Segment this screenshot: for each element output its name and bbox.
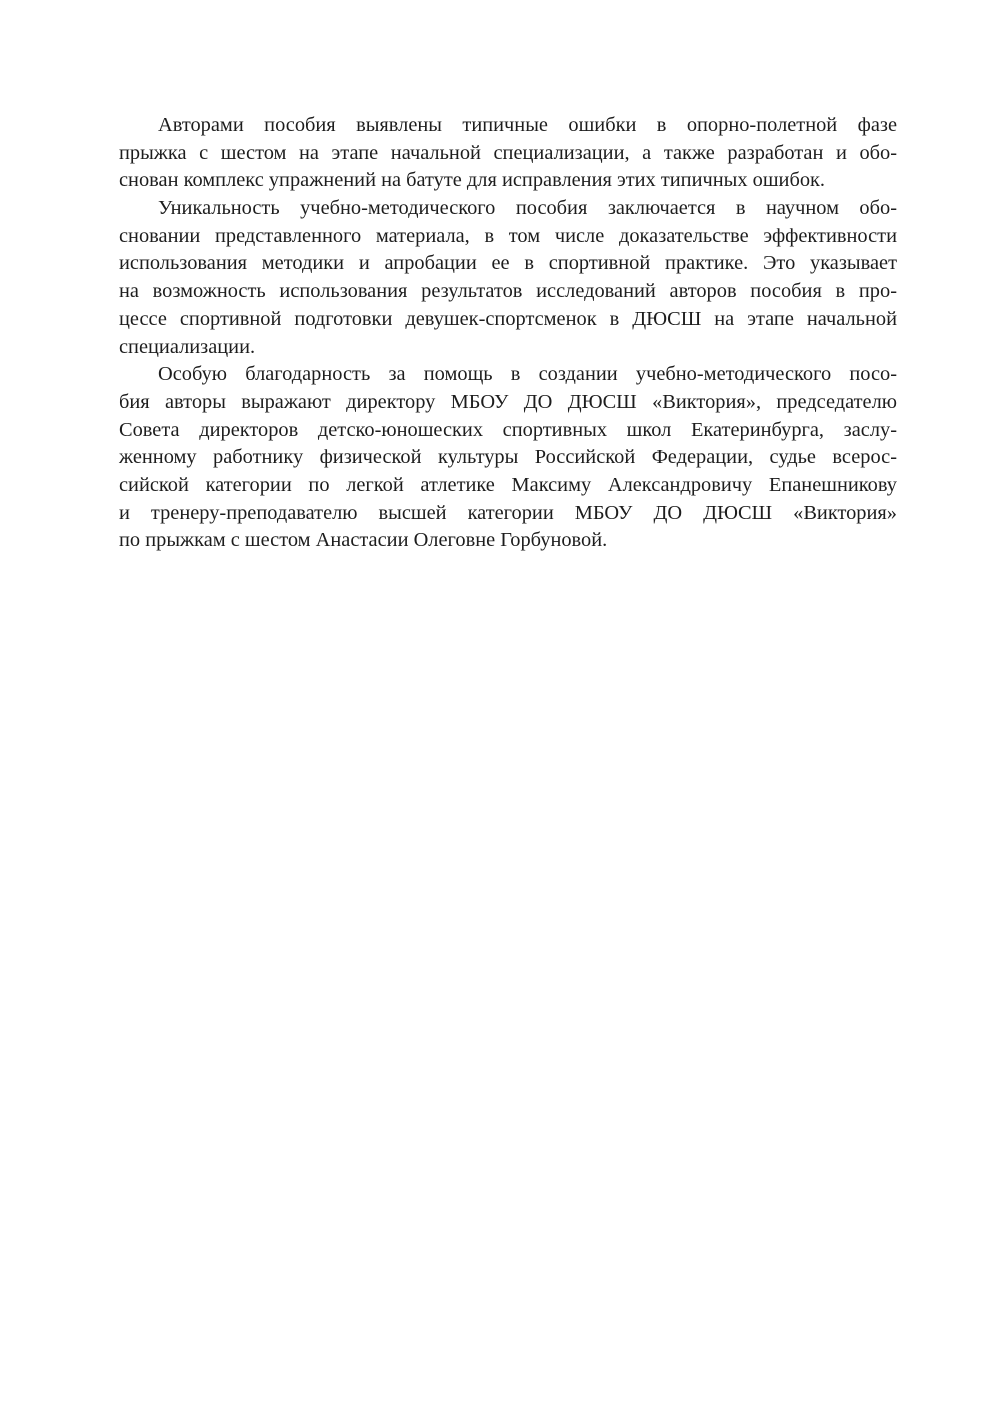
paragraph-line: снован комплекс упражнений на батуте для исправления этих типичных ошибок.	[119, 169, 826, 192]
paragraph-line: женному работнику физической культуры Российской Федерации, судье всерос-	[119, 446, 897, 469]
body-text	[119, 112, 897, 555]
paragraph-line: цессе спортивной подготовки девушек-спортсменок в ДЮСШ на этапе начальной	[119, 307, 897, 330]
paragraph-line: Особую благодарность за помощь в создании учебно-методического посо-	[158, 363, 897, 386]
paragraph-line: использования методики и апробации ее в спортивной практике. Это указывает	[119, 252, 897, 275]
paragraph-line: сновании представленного материала, в том числе доказательстве эффективности	[119, 224, 897, 247]
paragraph-line: и тренеру-преподавателю высшей категории МБОУ ДО ДЮСШ «Виктория»	[119, 501, 897, 524]
paragraph-line: бия авторы выражают директору МБОУ ДО ДЮСШ «Виктория», председателю	[119, 390, 897, 413]
paragraph-line: Совета директоров детско-юношеских спортивных школ Екатеринбурга, заслу-	[119, 418, 897, 441]
paragraph-line: Уникальность учебно-методического пособия заключается в научном обо-	[158, 197, 897, 220]
paragraph-line: прыжка с шестом на этапе начальной специализации, а также разработан и обо-	[119, 141, 897, 164]
paragraph-line: сийской категории по легкой атлетике Максиму Александровичу Епанешникову	[119, 473, 897, 496]
paragraph-line: на возможность использования результатов исследований авторов пособия в про-	[119, 280, 897, 303]
paragraph-3	[119, 361, 897, 555]
paragraph-line: Авторами пособия выявлены типичные ошибки в опорно-полетной фазе	[158, 114, 897, 136]
paragraph-1	[119, 112, 897, 195]
paragraph-2	[119, 195, 897, 361]
paragraph-line: по прыжкам с шестом Анастасии Олеговне Горбуновой.	[119, 529, 608, 552]
paragraph-line: специализации.	[119, 335, 256, 358]
